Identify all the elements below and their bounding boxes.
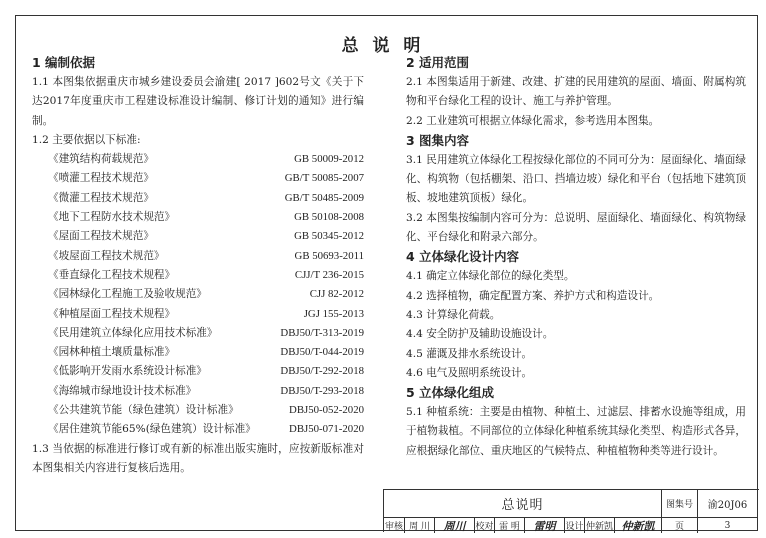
standard-code: DBJ50-071-2020: [289, 423, 364, 436]
standard-code: CJJ/T 236-2015: [294, 268, 364, 281]
atlas-number-label: 图集号: [661, 490, 697, 517]
reference-standard-row: [32, 401, 364, 420]
checker-name: 雷 明: [494, 518, 524, 533]
standard-name: 《微灌工程技术规范》: [48, 191, 154, 204]
standard-name: 《低影响开发雨水系统设计标准》: [48, 365, 207, 378]
section-4-heading: 4 立体绿化设计内容: [406, 249, 520, 265]
standard-code: DBJ50/T-292-2018: [280, 365, 364, 378]
standard-name: 《垂直绿化工程技术规程》: [48, 268, 176, 281]
standard-name: 《居住建筑节能65%(绿色建筑）设计标准》: [48, 423, 256, 436]
standard-code: CJJ 82-2012: [309, 288, 364, 301]
design-label: 设计: [564, 518, 584, 533]
standard-name: 《地下工程防水技术规范》: [48, 211, 176, 224]
standard-name: 《民用建筑立体绿化应用技术标准》: [48, 326, 218, 339]
review-label: 审核: [384, 522, 403, 532]
reference-standard-row: [32, 247, 364, 266]
designer-signature: 仲新凯: [614, 518, 661, 533]
reference-standard-row: [32, 285, 364, 304]
standard-name: 《建筑结构荷载规范》: [48, 153, 154, 166]
reference-standard-row: [32, 324, 364, 343]
standard-name: 《屋面工程技术规范》: [48, 230, 154, 243]
standard-name: 《公共建筑节能（绿色建筑）设计标准》: [48, 404, 239, 417]
standard-code: GB 50345-2012: [294, 230, 364, 243]
title-block: [383, 489, 759, 532]
section-2-heading: 2 适用范围: [406, 55, 470, 70]
section-3-heading: 3 图集内容: [406, 132, 470, 148]
right-column: [406, 53, 746, 461]
para-1-1: 1.1 本图集依据重庆市城乡建设委员会渝建[ 2017 ]602号文《关于下达2017年度重庆市工程建设标准设计编制、修订计划的通知》进行编制。: [32, 76, 364, 127]
section-4-item: 4.1 确定立体绿化部位的绿化类型。: [406, 270, 575, 283]
atlas-number: 渝20J06: [697, 490, 757, 517]
reference-standard-row: [32, 420, 364, 439]
section-4-item: 4.3 计算绿化荷载。: [406, 308, 501, 321]
section-5-heading: 5 立体绿化组成: [406, 385, 495, 401]
standard-name: 《园林绿化工程施工及验收规范》: [48, 288, 207, 301]
para-2-2: 2.2 工业建筑可根据立体绿化需求，参考选用本图集。: [406, 114, 660, 127]
designer-name: 仲新凯: [584, 518, 614, 533]
drawing-name: 总说明: [501, 498, 544, 513]
standard-name: 《喷灌工程技术规范》: [48, 172, 154, 185]
page-number: 3: [697, 518, 757, 533]
section-1-heading: 1 编制依据: [32, 55, 96, 70]
para-5-1: 5.1 种植系统：主要是由植物、种植土、过滤层、排蓄水设施等组成，用于植物栽植。不同部位的立体绿化种植系统其绿化类型、构造形式各异，应根据绿化部位、重庆地区的气候特点、种植植物种类等进行设计。: [406, 406, 746, 457]
section-4-item: 4.4 安全防护及辅助设施设计。: [406, 328, 554, 341]
reviewer-signature: 周川: [434, 518, 474, 533]
reference-standard-row: [32, 305, 364, 324]
reference-standard-row: [32, 343, 364, 362]
reference-standard-row: [32, 169, 364, 188]
standard-code: GB 50009-2012: [294, 153, 364, 166]
check-label: 校对: [474, 518, 494, 533]
reference-standards-list: [32, 150, 364, 439]
section-4-item: 4.2 选择植物，确定配置方案、养护方式和构造设计。: [406, 289, 660, 302]
page-label: 页: [661, 518, 697, 533]
standard-name: 《海绵城市绿地设计技术标准》: [48, 384, 197, 397]
section-4-item: 4.5 灌溉及排水系统设计。: [406, 347, 533, 360]
reference-standard-row: [32, 208, 364, 227]
standard-code: GB 50108-2008: [294, 211, 364, 224]
standard-name: 《坡屋面工程技术规范》: [48, 249, 165, 262]
reference-standard-row: [32, 227, 364, 246]
left-column: [32, 53, 364, 478]
para-1-3: 1.3 当依据的标准进行修订或有新的标准出版实施时，应按新版标准对本图集相关内容进行复核后选用。: [32, 442, 364, 474]
reference-standard-row: [32, 150, 364, 169]
reviewer-name: 周 川: [404, 518, 434, 533]
para-1-2: 1.2 主要依据以下标准:: [32, 133, 141, 146]
standard-name: 《园林种植土壤质量标准》: [48, 346, 176, 359]
para-3-2: 3.2 本图集按编制内容可分为：总说明、屋面绿化、墙面绿化、构筑物绿化、平台绿化和附录六部分。: [406, 211, 746, 244]
reference-standard-row: [32, 189, 364, 208]
reference-standard-row: [32, 362, 364, 381]
standard-code: GB/T 50485-2009: [284, 191, 364, 204]
para-2-1: 2.1 本图集适用于新建、改建、扩建的民用建筑的屋面、墙面、附属构筑物和平台绿化工程的设计、施工与养护管理。: [406, 76, 746, 108]
standard-code: DBJ50/T-044-2019: [280, 346, 364, 359]
section-4-item: 4.6 电气及照明系统设计。: [406, 366, 533, 379]
page-title: 总 说 明: [341, 36, 425, 56]
standard-code: GB 50693-2011: [294, 249, 364, 262]
standard-name: 《种植屋面工程技术规程》: [48, 307, 176, 320]
standard-code: DBJ50/T-293-2018: [280, 384, 364, 397]
standard-code: DBJ50-052-2020: [289, 404, 364, 417]
standard-code: GB/T 50085-2007: [284, 172, 364, 185]
para-3-1: 3.1 民用建筑立体绿化工程按绿化部位的不同可分为：屋面绿化、墙面绿化、构筑物（包括棚架、沿口、挡墙边坡）绿化和平台（包括地下建筑顶板、坡地建筑顶板）绿化。: [406, 153, 746, 205]
standard-code: JGJ 155-2013: [303, 307, 364, 320]
reference-standard-row: [32, 266, 364, 285]
standard-code: DBJ50/T-313-2019: [280, 326, 364, 339]
checker-signature: 雷明: [524, 518, 564, 533]
reference-standard-row: [32, 382, 364, 401]
